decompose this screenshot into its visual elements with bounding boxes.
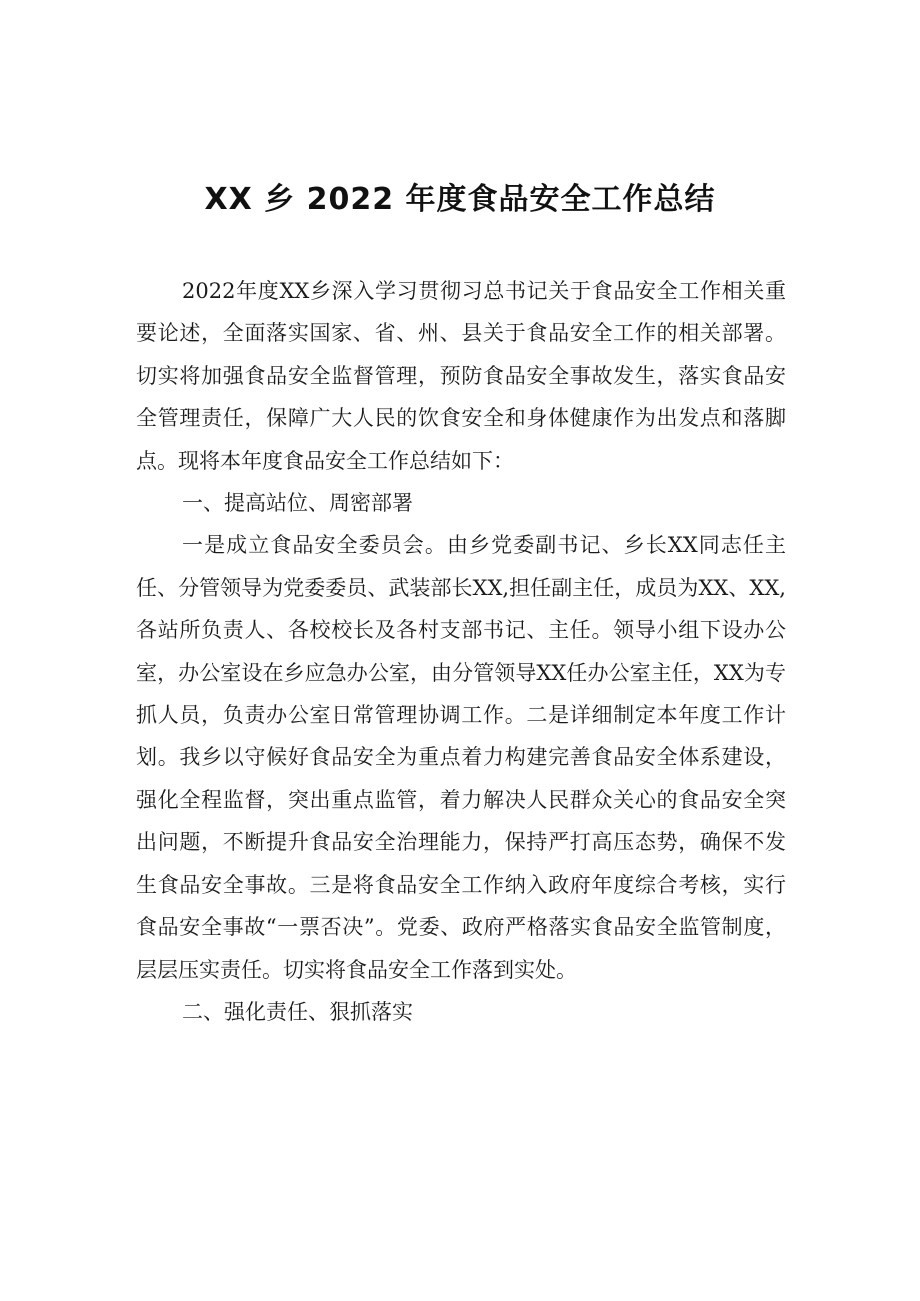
section-1-paragraph: 一是成立食品安全委员会。由乡党委副书记、乡长XX同志任主任、分管领导为党委委员、武装部长XX,担任副主任，成员为XX、XX,各站所负责人、各校校长及各村支部书记、主任。领导小组下设办公室，办公室设在乡应急办公室，由分管领导XX任办公室主任，XX为专抓人员，负责办公室日常管理协调工作。二是详细制定本年度工作计划。我乡以守候好食品安全为重点着力构建完善食品安全体系建设，强化全程监督，突出重点监管，着力解决人民群众关心的食品安全突出问题，不断提升食品安全治理能力，保持严打高压态势，确保不发生食品安全事故。三是将食品安全工作纳入政府年度综合考核，实行食品安全事故“一票否决”。党委、政府严格落实食品安全监管制度，层层压实责任。切实将食品安全工作落到实处。	[136, 533, 786, 982]
document-body	[136, 270, 786, 1033]
section-1-heading: 一、提高站位、周密部署	[182, 491, 413, 516]
section-2-heading: 二、强化责任、狠抓落实	[182, 999, 413, 1024]
intro-paragraph: 2022年度XX乡深入学习贯彻习总书记关于食品安全工作相关重要论述，全面落实国家、省、州、县关于食品安全工作的相关部署。切实将加强食品安全监督管理，预防食品安全事故发生，落实食品安全管理责任，保障广大人民的饮食安全和身体健康作为出发点和落脚点。现将本年度食品安全工作总结如下：	[136, 279, 786, 473]
document-title: XX 乡 2022 年度食品安全工作总结	[204, 182, 716, 217]
